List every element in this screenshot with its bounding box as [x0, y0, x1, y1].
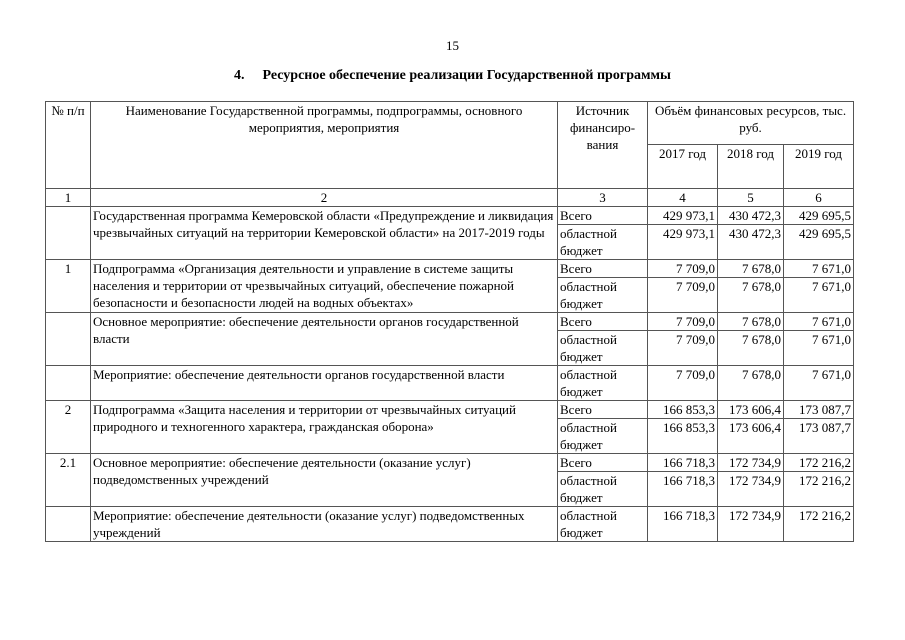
value-2018: 430 472,3: [718, 225, 784, 260]
value-2017: 7 709,0: [648, 366, 718, 401]
value-2017: 7 709,0: [648, 260, 718, 278]
funding-source: областной бюджет: [558, 472, 648, 507]
row-number: [46, 313, 91, 366]
value-2018: 7 678,0: [718, 260, 784, 278]
table-row: [46, 260, 854, 278]
table-row: [46, 507, 854, 542]
column-numbers-row: [46, 189, 854, 207]
value-2019: 7 671,0: [784, 366, 854, 401]
table-row: [46, 401, 854, 419]
value-2018: 430 472,3: [718, 207, 784, 225]
column-number: 4: [648, 189, 718, 207]
row-name: Мероприятие: обеспечение деятельности (оказание услуг) подведомственных учреждений: [91, 507, 558, 542]
funding-source: областной бюджет: [558, 331, 648, 366]
header-name: Наименование Государственной программы, подпрограммы, основного мероприятия, мероприятия: [91, 102, 558, 189]
resource-table: [45, 101, 854, 542]
funding-source: Всего: [558, 207, 648, 225]
value-2019: 429 695,5: [784, 225, 854, 260]
header-num: № п/п: [46, 102, 91, 189]
funding-source: областной бюджет: [558, 366, 648, 401]
header-source: Источник финансиро-вания: [558, 102, 648, 189]
value-2018: 7 678,0: [718, 278, 784, 313]
value-2019: 7 671,0: [784, 313, 854, 331]
value-2018: 7 678,0: [718, 366, 784, 401]
value-2017: 429 973,1: [648, 207, 718, 225]
value-2019: 7 671,0: [784, 260, 854, 278]
row-number: [46, 507, 91, 542]
table-row: [46, 454, 854, 472]
row-name: Мероприятие: обеспечение деятельности органов государственной власти: [91, 366, 558, 401]
value-2017: 166 853,3: [648, 401, 718, 419]
value-2018: 173 606,4: [718, 401, 784, 419]
value-2017: 166 853,3: [648, 419, 718, 454]
funding-source: Всего: [558, 454, 648, 472]
funding-source: областной бюджет: [558, 225, 648, 260]
value-2017: 7 709,0: [648, 331, 718, 366]
value-2017: 166 718,3: [648, 472, 718, 507]
value-2018: 7 678,0: [718, 313, 784, 331]
funding-source: Всего: [558, 401, 648, 419]
funding-source: областной бюджет: [558, 419, 648, 454]
row-number: 2: [46, 401, 91, 454]
table-row: [46, 207, 854, 225]
header-volume: Объём финансовых ресурсов, тыс. руб.: [648, 102, 854, 145]
value-2019: 172 216,2: [784, 472, 854, 507]
column-number: 6: [784, 189, 854, 207]
column-number: 2: [91, 189, 558, 207]
row-name: Основное мероприятие: обеспечение деятельности органов государственной власти: [91, 313, 558, 366]
value-2019: 172 216,2: [784, 454, 854, 472]
row-number: [46, 207, 91, 260]
row-number: [46, 366, 91, 401]
value-2017: 7 709,0: [648, 313, 718, 331]
column-number: 3: [558, 189, 648, 207]
column-number: 1: [46, 189, 91, 207]
value-2017: 7 709,0: [648, 278, 718, 313]
row-name: Подпрограмма «Организация деятельности и управление в системе защиты населения и территории от чрезвычайных ситуаций, обеспечение пожарной безопасности и безопасности людей на водных объектах»: [91, 260, 558, 313]
header-row: [46, 102, 854, 145]
row-name: Подпрограмма «Защита населения и территории от чрезвычайных ситуаций природного и техногенного характера, гражданская оборона»: [91, 401, 558, 454]
value-2019: 172 216,2: [784, 507, 854, 542]
page-number: 15: [446, 38, 459, 53]
value-2019: 7 671,0: [784, 331, 854, 366]
row-name: Государственная программа Кемеровской области «Предупреждение и ликвидация чрезвычайных ситуаций на территории Кемеровской области» на 2017-2019 годы: [91, 207, 558, 260]
table-row: [46, 366, 854, 401]
value-2017: 166 718,3: [648, 507, 718, 542]
section-number: 4.: [234, 68, 245, 83]
funding-source: областной бюджет: [558, 278, 648, 313]
value-2017: 166 718,3: [648, 454, 718, 472]
value-2018: 173 606,4: [718, 419, 784, 454]
section-title: [0, 68, 905, 84]
funding-source: Всего: [558, 313, 648, 331]
header-year-2019: 2019 год: [784, 145, 854, 189]
row-name: Основное мероприятие: обеспечение деятельности (оказание услуг) подведомственных учреждений: [91, 454, 558, 507]
value-2019: 7 671,0: [784, 278, 854, 313]
column-number: 5: [718, 189, 784, 207]
value-2019: 173 087,7: [784, 401, 854, 419]
row-number: 1: [46, 260, 91, 313]
table-row: [46, 313, 854, 331]
value-2018: 172 734,9: [718, 472, 784, 507]
value-2019: 429 695,5: [784, 207, 854, 225]
value-2019: 173 087,7: [784, 419, 854, 454]
row-number: 2.1: [46, 454, 91, 507]
section-title-text: Ресурсное обеспечение реализации Государственной программы: [262, 68, 671, 83]
funding-source: Всего: [558, 260, 648, 278]
value-2018: 7 678,0: [718, 331, 784, 366]
header-year-2017: 2017 год: [648, 145, 718, 189]
value-2018: 172 734,9: [718, 507, 784, 542]
value-2017: 429 973,1: [648, 225, 718, 260]
value-2018: 172 734,9: [718, 454, 784, 472]
header-year-2018: 2018 год: [718, 145, 784, 189]
funding-source: областной бюджет: [558, 507, 648, 542]
